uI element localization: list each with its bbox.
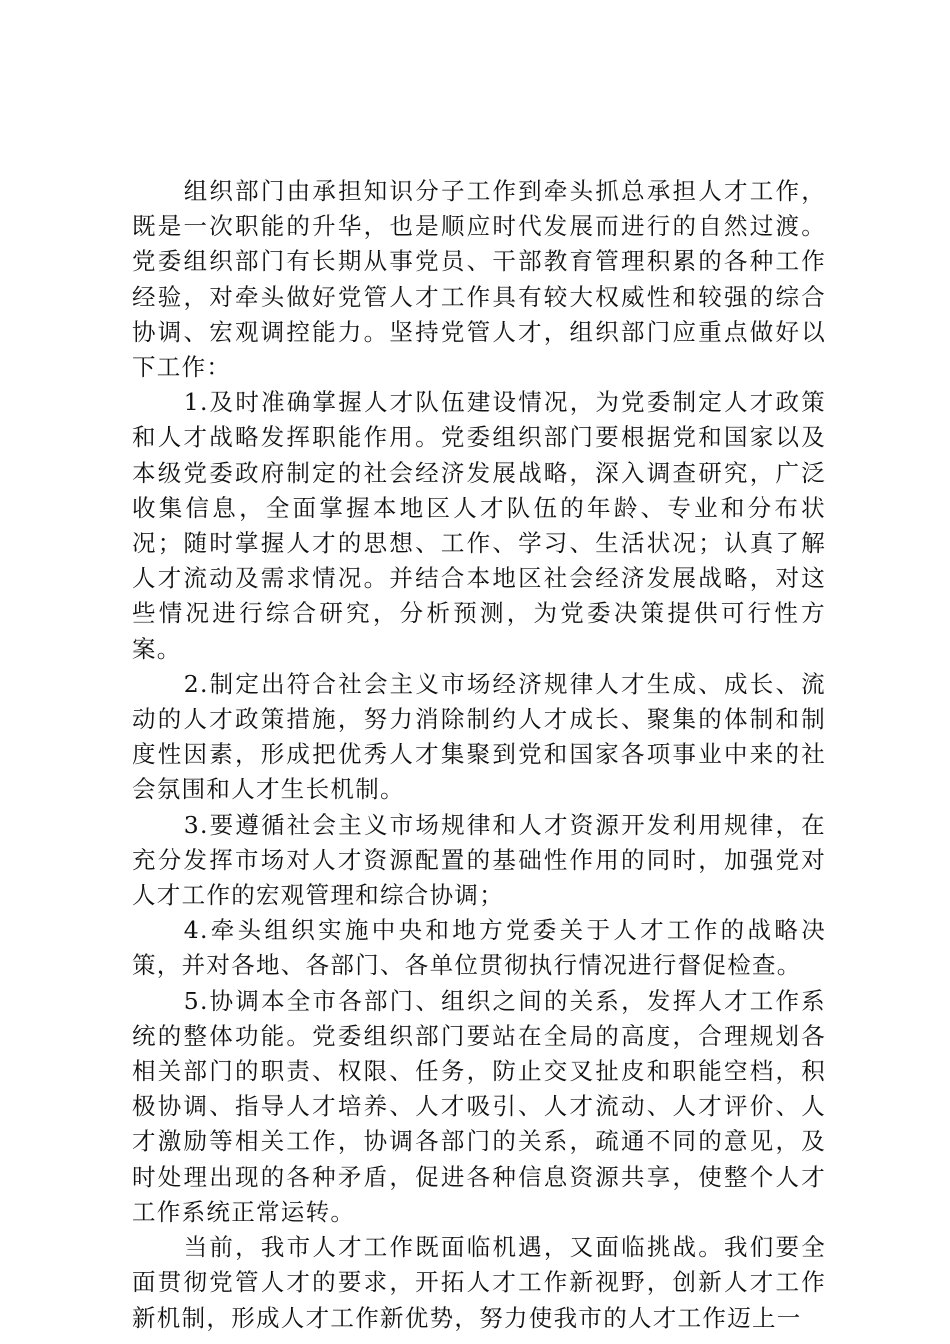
paragraph-item-5: 5.协调本全市各部门、组织之间的关系，发挥人才工作系统的整体功能。党委组织部门要站在全局的高度，合理规划各相关部门的职责、权限、任务，防止交叉扯皮和职能空档，积极协调、指导人才培养、人才吸引、人才流动、人才评价、人才激励等相关工作，协调各部门的关系，疏通不同的意见，及时处理出现的各种矛盾，促进各种信息资源共享，使整个人才工作系统正常运转。: [132, 986, 826, 1226]
paragraph-item-3: 3.要遵循社会主义市场规律和人才资源开发利用规律，在充分发挥市场对人才资源配置的基础性作用的同时，加强党对人才工作的宏观管理和综合协调；: [132, 810, 826, 910]
paragraph-conclusion: 当前，我市人才工作既面临机遇，又面临挑战。我们要全面贯彻党管人才的要求，开拓人才工作新视野，创新人才工作新机制，形成人才工作新优势，努力使我市的人才工作迈上一: [132, 1233, 826, 1332]
paragraph-item-1: 1.及时准确掌握人才队伍建设情况，为党委制定人才政策和人才战略发挥职能作用。党委组织部门要根据党和国家以及本级党委政府制定的社会经济发展战略，深入调查研究，广泛收集信息，全面掌握本地区人才队伍的年龄、专业和分布状况；随时掌握人才的思想、工作、学习、生活状况；认真了解人才流动及需求情况。并结合本地区社会经济发展战略，对这些情况进行综合研究，分析预测，为党委决策提供可行性方案。: [132, 388, 826, 663]
paragraph-item-2: 2.制定出符合社会主义市场经济规律人才生成、成长、流动的人才政策措施，努力消除制约人才成长、聚集的体制和制度性因素，形成把优秀人才集聚到党和国家各项事业中来的社会氛围和人才生长机制。: [132, 669, 826, 804]
paragraph-item-4: 4.牵头组织实施中央和地方党委关于人才工作的战略决策，并对各地、各部门、各单位贯彻执行情况进行督促检查。: [132, 916, 826, 980]
document-body: [132, 174, 826, 1336]
paragraph-intro: 组织部门由承担知识分子工作到牵头抓总承担人才工作，既是一次职能的升华，也是顺应时代发展而进行的自然过渡。党委组织部门有长期从事党员、干部教育管理积累的各种工作经验，对牵头做好党管人才工作具有较大权威性和较强的综合协调、宏观调控能力。坚持党管人才，组织部门应重点做好以下工作：: [132, 177, 826, 382]
